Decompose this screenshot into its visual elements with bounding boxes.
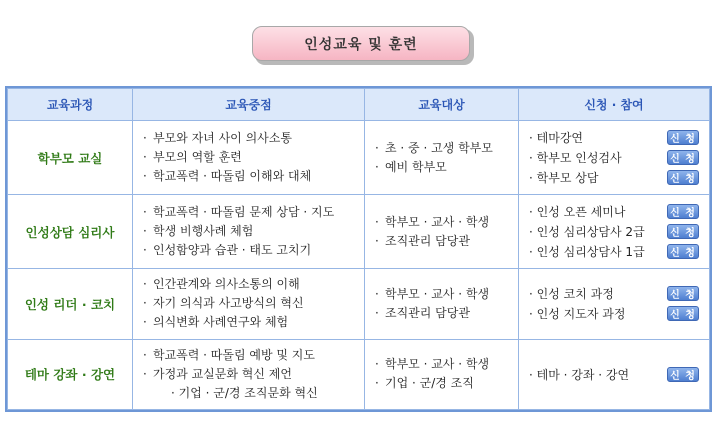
apply-list bbox=[519, 269, 710, 339]
target-item: 학부모 · 교사 · 학생 bbox=[385, 286, 490, 301]
apply-item: · 인성 지도자 과정 신 청 bbox=[529, 304, 699, 324]
apply-list bbox=[519, 339, 710, 409]
apply-item: · 학부모 인성검사 신 청 bbox=[529, 148, 699, 168]
header-apply: 신청 · 참여 bbox=[519, 89, 710, 121]
table-header-row bbox=[8, 89, 710, 121]
target-item: 학부모 · 교사 · 학생 bbox=[385, 214, 490, 229]
target-item: 조직관리 담당관 bbox=[385, 305, 470, 320]
table-row bbox=[8, 121, 710, 195]
apply-item: · 인성 심리상담사 2급 신 청 bbox=[529, 222, 699, 242]
apply-item-label: 인성 심리상담사 2급 bbox=[536, 225, 645, 240]
apply-list bbox=[519, 121, 710, 195]
focus-item: 부모와 자녀 사이 의사소통 bbox=[153, 131, 292, 146]
table-row bbox=[8, 339, 710, 409]
focus-item: 인성함양과 습관 · 태도 고치기 bbox=[153, 243, 312, 258]
focus-list: · 학교폭력 · 따돌림 문제 상담 · 지도 · 학생 비행사례 체험 · 인성함양과 습관 · 태도 고치기 bbox=[133, 195, 365, 269]
course-name: 학부모 교실 bbox=[8, 121, 133, 195]
apply-button[interactable]: 신 청 bbox=[667, 204, 699, 219]
page-title: 인성교육 및 훈련 bbox=[252, 26, 470, 61]
table-row bbox=[8, 269, 710, 339]
apply-item-label: 테마강연 bbox=[536, 131, 584, 146]
focus-item: 의식변화 사례연구와 체험 bbox=[153, 315, 289, 330]
course-name: 테마 강좌 · 강연 bbox=[8, 339, 133, 409]
apply-item: · 학부모 상담 신 청 bbox=[529, 168, 699, 188]
apply-button[interactable]: 신 청 bbox=[667, 367, 699, 382]
target-list: · 학부모 · 교사 · 학생 · 조직관리 담당관 bbox=[365, 195, 519, 269]
program-table-frame bbox=[5, 86, 712, 412]
target-list: · 초 · 중 · 고생 학부모 · 예비 학부모 bbox=[365, 121, 519, 195]
focus-item: 학교폭력 · 따돌림 예방 및 지도 bbox=[153, 347, 315, 362]
apply-item-label: 인성 지도자 과정 bbox=[536, 307, 626, 322]
target-item: 학부모 · 교사 · 학생 bbox=[385, 357, 490, 372]
focus-item: 부모의 역할 훈련 bbox=[153, 150, 242, 165]
target-item: 초 · 중 · 고생 학부모 bbox=[385, 140, 493, 155]
target-item: 조직관리 담당관 bbox=[385, 233, 470, 248]
table-row bbox=[8, 195, 710, 269]
target-item: 예비 학부모 bbox=[385, 159, 447, 174]
header-course: 교육과정 bbox=[8, 89, 133, 121]
header-focus: 교육중점 bbox=[133, 89, 365, 121]
apply-button[interactable]: 신 청 bbox=[667, 306, 699, 321]
apply-button[interactable]: 신 청 bbox=[667, 170, 699, 185]
apply-button[interactable]: 신 청 bbox=[667, 150, 699, 165]
apply-item: · 인성 심리상담사 1급 신 청 bbox=[529, 242, 699, 262]
focus-item: 학교폭력 · 따돌림 이해와 대체 bbox=[153, 169, 312, 184]
apply-button[interactable]: 신 청 bbox=[667, 224, 699, 239]
apply-item-label: 인성 심리상담사 1급 bbox=[536, 245, 645, 260]
course-name: 인성 리더 · 코치 bbox=[8, 269, 133, 339]
apply-item-label: 인성 코치 과정 bbox=[536, 287, 614, 302]
apply-item-label: 학부모 인성검사 bbox=[536, 151, 622, 166]
target-list: · 학부모 · 교사 · 학생 · 조직관리 담당관 bbox=[365, 269, 519, 339]
focus-list: · 학교폭력 · 따돌림 예방 및 지도 · 가정과 교실문화 혁신 제언 · 기업 · 군/경 조직문화 혁신 bbox=[133, 339, 365, 409]
focus-item: 학생 비행사례 체험 bbox=[153, 224, 254, 239]
apply-item: · 인성 코치 과정 신 청 bbox=[529, 284, 699, 304]
focus-item: 가정과 교실문화 혁신 제언 bbox=[153, 366, 292, 381]
focus-item: 자기 의식과 사고방식의 혁신 bbox=[153, 296, 304, 311]
focus-list: · 인간관계와 의사소통의 이해 · 자기 의식과 사고방식의 혁신 · 의식변화 사례연구와 체험 bbox=[133, 269, 365, 339]
target-item: 기업 · 군/경 조직 bbox=[385, 376, 474, 391]
apply-button[interactable]: 신 청 bbox=[667, 130, 699, 145]
apply-item-label: 학부모 상담 bbox=[536, 171, 599, 186]
focus-list: · 부모와 자녀 사이 의사소통 · 부모의 역할 훈련 · 학교폭력 · 따돌림 이해와 대체 bbox=[133, 121, 365, 195]
header-target: 교육대상 bbox=[365, 89, 519, 121]
apply-item: · 테마 · 강좌 · 강연 신 청 bbox=[529, 364, 699, 384]
apply-item: · 인성 오픈 세미나 신 청 bbox=[529, 202, 699, 222]
focus-item: 학교폭력 · 따돌림 문제 상담 · 지도 bbox=[153, 205, 335, 220]
apply-button[interactable]: 신 청 bbox=[667, 244, 699, 259]
apply-item: · 테마강연 신 청 bbox=[529, 128, 699, 148]
target-list: · 학부모 · 교사 · 학생 · 기업 · 군/경 조직 bbox=[365, 339, 519, 409]
focus-item: 인간관계와 의사소통의 이해 bbox=[153, 277, 300, 292]
focus-item: · 기업 · 군/경 조직문화 혁신 bbox=[171, 385, 318, 400]
apply-item-label: 테마 · 강좌 · 강연 bbox=[536, 367, 630, 382]
apply-list bbox=[519, 195, 710, 269]
title-banner bbox=[252, 26, 474, 65]
apply-button[interactable]: 신 청 bbox=[667, 286, 699, 301]
apply-item-label: 인성 오픈 세미나 bbox=[536, 205, 626, 220]
course-name: 인성상담 심리사 bbox=[8, 195, 133, 269]
program-table bbox=[7, 88, 710, 410]
